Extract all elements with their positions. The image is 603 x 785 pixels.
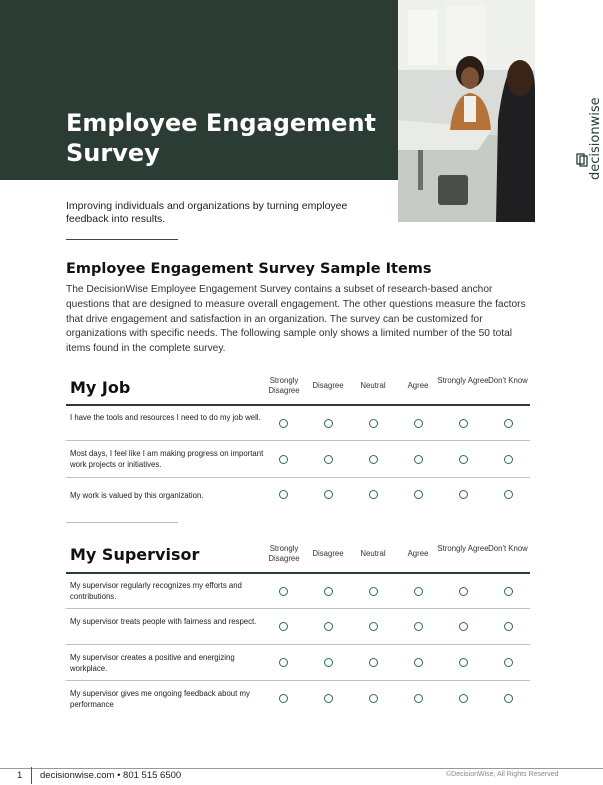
survey-item: My supervisor gives me ongoing feedback about my performance [70,689,250,709]
rating-radio[interactable] [324,419,333,428]
rating-radio[interactable] [504,694,513,703]
scale-header: Strongly Agree [437,544,489,553]
office-meeting-photo [398,0,535,222]
survey-item: My supervisor creates a positive and energizing workplace. [70,653,235,673]
rating-radio[interactable] [504,455,513,464]
scale-header: Strongly Agree [437,376,489,385]
row-divider [66,608,530,609]
scale-header: Agree [407,549,429,558]
rating-radio[interactable] [414,455,423,464]
rating-radio[interactable] [459,622,468,631]
survey-item: My supervisor treats people with fairness and respect. [70,617,257,626]
footer-rule [0,768,603,769]
rating-radio[interactable] [504,587,513,596]
footer-contact: decisionwise.com • 801 515 6500 [40,770,182,781]
scale-header: Disagree [312,549,344,558]
rating-radio[interactable] [459,587,468,596]
scale-header: Strongly Disagree [268,376,300,395]
scale-header: Neutral [360,549,386,558]
rating-radio[interactable] [504,658,513,667]
rating-radio[interactable] [504,419,513,428]
rating-radio[interactable] [504,622,513,631]
brand-mark-icon [576,153,588,167]
rating-radio[interactable] [369,587,378,596]
table-header-rule [66,572,530,574]
page-title: Employee Engagement Survey [66,109,377,167]
page-number: 1 [17,770,23,781]
row-divider [66,644,530,645]
rating-radio[interactable] [414,694,423,703]
rating-radio[interactable] [369,419,378,428]
rating-radio[interactable] [414,658,423,667]
rating-radio[interactable] [459,419,468,428]
rating-radio[interactable] [279,658,288,667]
rating-radio[interactable] [324,658,333,667]
scale-header: Agree [407,381,429,390]
rating-radio[interactable] [504,490,513,499]
row-divider [66,477,530,478]
brand-name: decisionwise [588,97,603,180]
rating-radio[interactable] [324,622,333,631]
rating-radio[interactable] [369,694,378,703]
scale-header: Disagree [312,381,344,390]
rating-radio[interactable] [279,490,288,499]
brand-logo [574,60,603,180]
footer-separator [31,767,32,784]
rating-radio[interactable] [279,419,288,428]
section-intro: The DecisionWise Employee Engagement Survey contains a subset of research-based anchor questions that are designed to measure overall engagement. The other questions measure the factors that drive engagement and satisfaction in an organization. The survey can be customized for organizations with specific needs. The following sample only shows a limited number of the 50 total items found in the complete survey. [66,284,526,355]
divider [66,239,178,240]
table-header-rule [66,404,530,406]
copyright: ©DecisionWise, All Rights Reserved [446,771,559,778]
scale-header: Don't Know [488,376,528,385]
rating-radio[interactable] [459,694,468,703]
divider [66,522,178,523]
rating-radio[interactable] [279,622,288,631]
survey-item: Most days, I feel like I am making progress on important work projects or initiatives. [70,449,264,469]
rating-radio[interactable] [279,694,288,703]
rating-radio[interactable] [459,490,468,499]
rating-radio[interactable] [459,658,468,667]
rating-radio[interactable] [414,622,423,631]
rating-radio[interactable] [279,587,288,596]
section-heading: Employee Engagement Survey Sample Items [66,261,432,277]
rating-radio[interactable] [414,490,423,499]
scale-header: Strongly Disagree [268,544,300,563]
row-divider [66,680,530,681]
survey-item: I have the tools and resources I need to do my job well. [70,413,261,422]
rating-radio[interactable] [414,419,423,428]
rating-radio[interactable] [414,587,423,596]
rating-radio[interactable] [324,587,333,596]
rating-radio[interactable] [324,694,333,703]
survey-item: My work is valued by this organization. [70,491,204,500]
survey-item: My supervisor regularly recognizes my efforts and contributions. [70,581,242,601]
rating-radio[interactable] [459,455,468,464]
rating-radio[interactable] [369,455,378,464]
rating-radio[interactable] [324,455,333,464]
rating-radio[interactable] [369,622,378,631]
table-title: My Job [70,378,131,397]
rating-radio[interactable] [324,490,333,499]
rating-radio[interactable] [369,658,378,667]
tagline: Improving individuals and organizations by turning employee feedback into results. [66,200,348,225]
scale-header: Neutral [360,381,386,390]
scale-header: Don't Know [488,544,528,553]
table-title: My Supervisor [70,545,200,564]
row-divider [66,440,530,441]
rating-radio[interactable] [369,490,378,499]
rating-radio[interactable] [279,455,288,464]
